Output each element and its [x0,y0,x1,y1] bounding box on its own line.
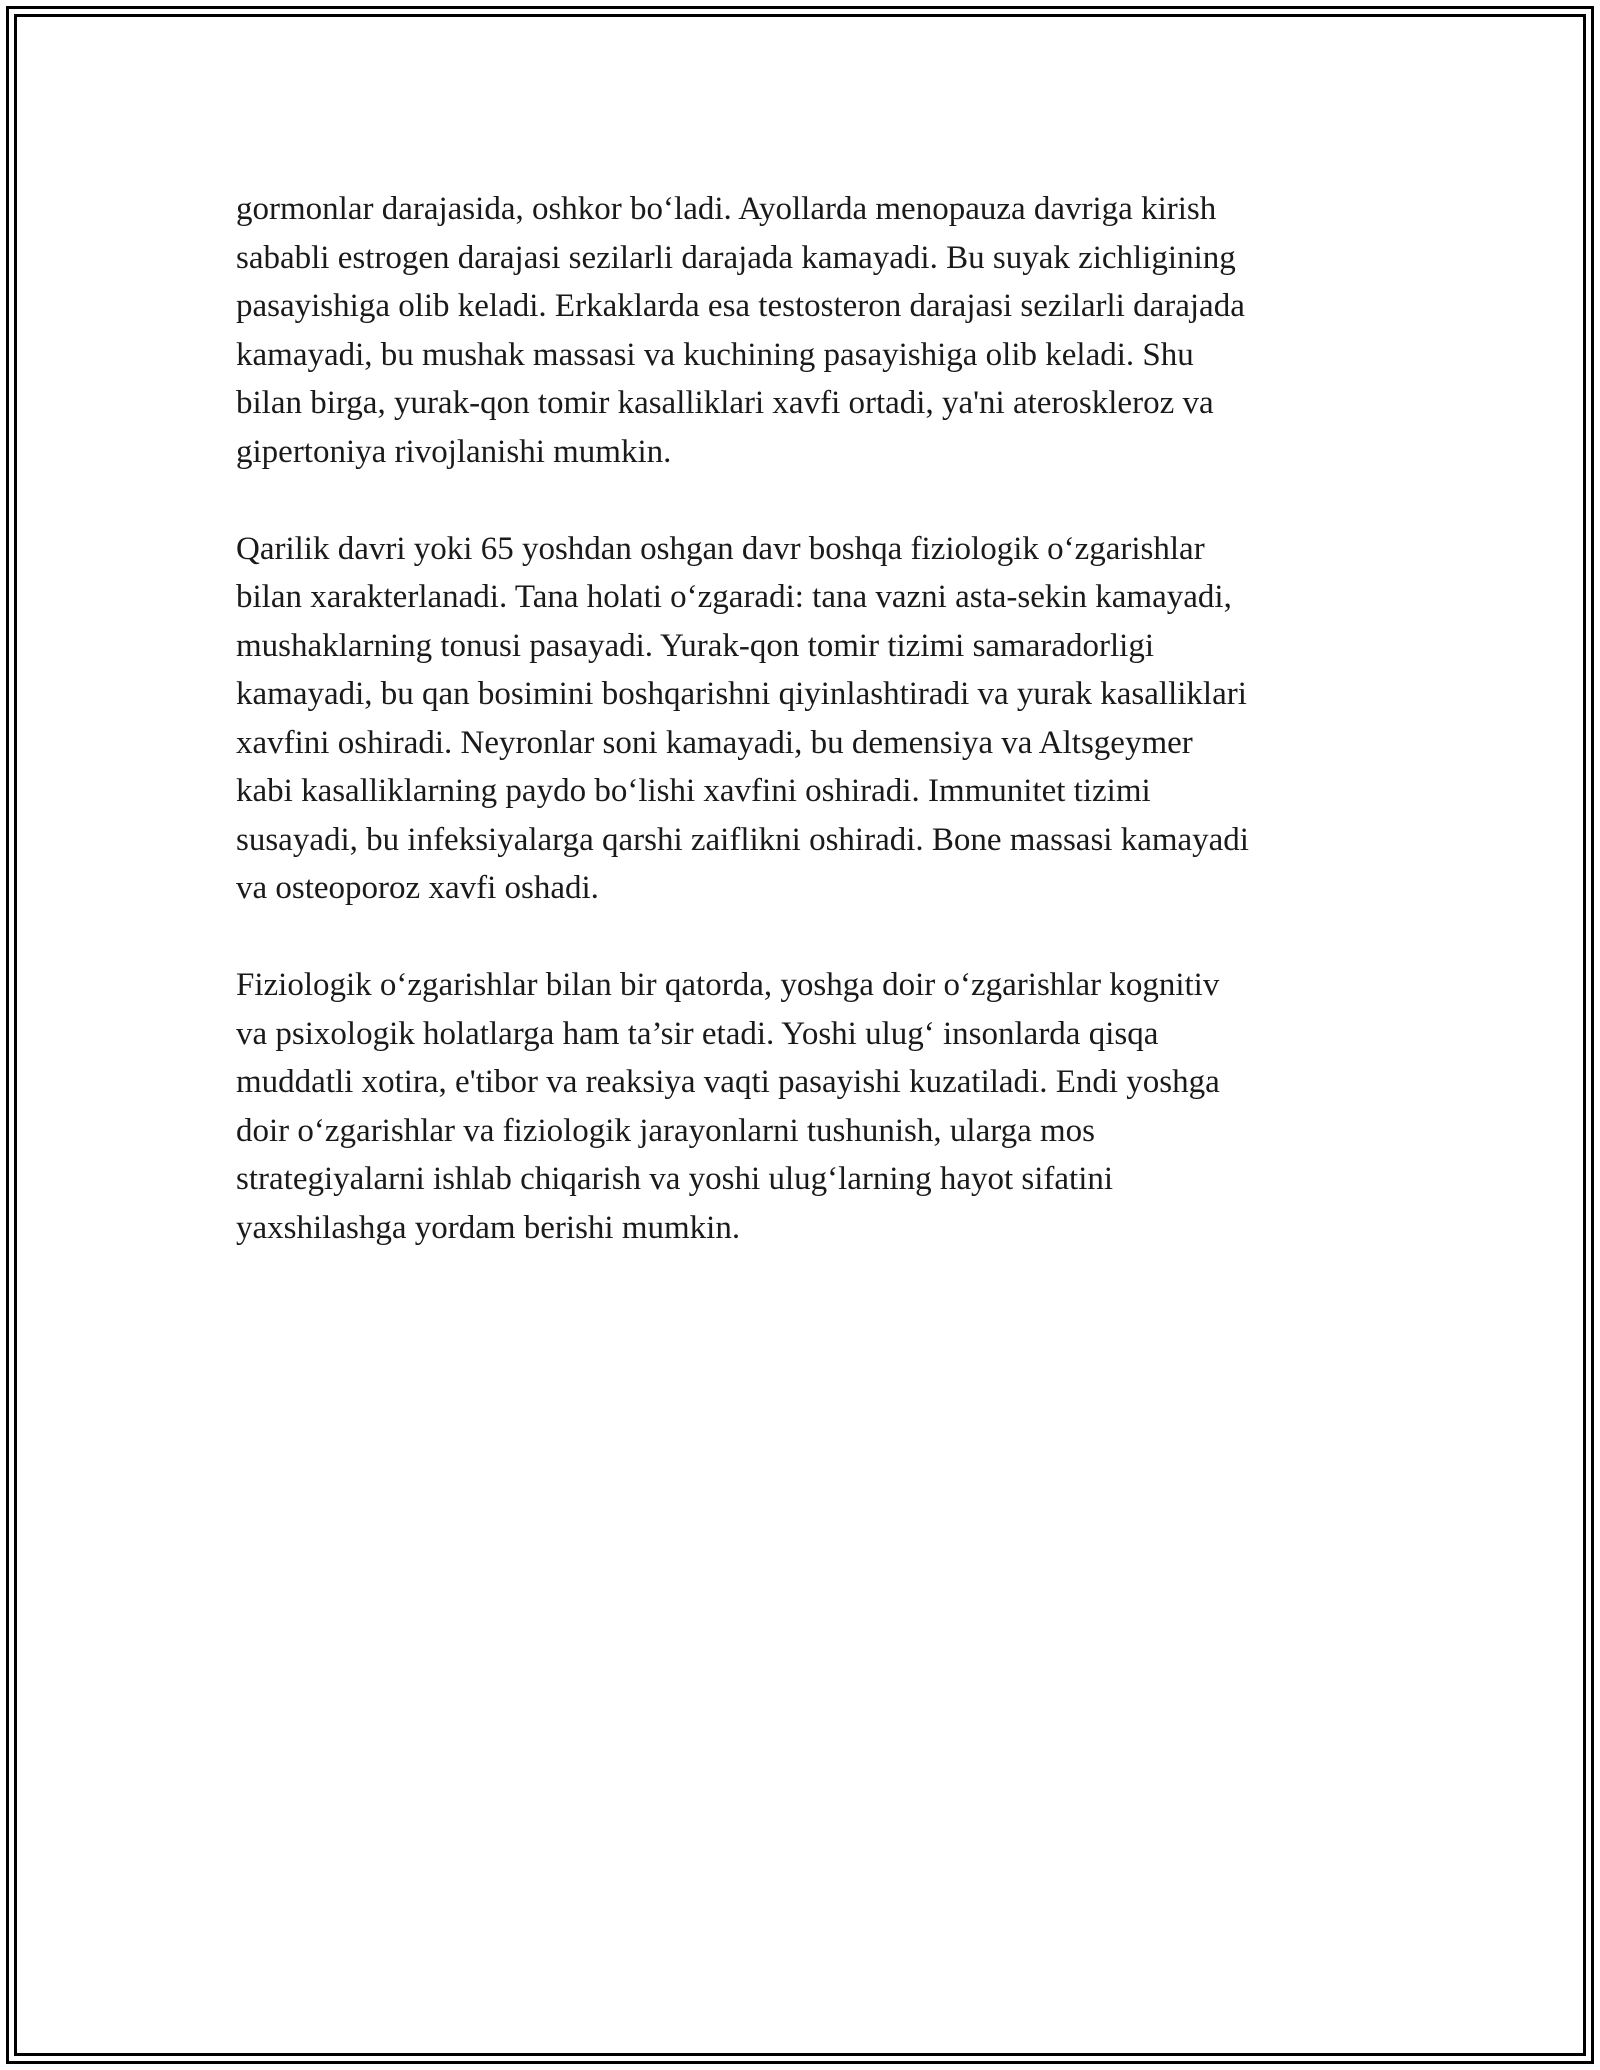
text-line: kabi kasalliklarning paydo bo‘lishi xavfini oshiradi. Immunitet tizimi [236,773,1151,809]
text-line: bilan xarakterlanadi. Tana holati o‘zgaradi: tana vazni asta-sekin kamayadi, [236,579,1232,615]
text-line: Qarilik davri yoki 65 yoshdan oshgan davr boshqa fiziologik o‘zgarishlar [236,530,1205,567]
text-line: mushaklarning tonusi pasayadi. Yurak-qon tomir tizimi samaradorligi [236,627,1155,664]
text-line: bilan birga, yurak-qon tomir kasalliklari xavfi ortadi, ya'ni ateroskleroz va [236,385,1214,421]
paragraph-3 [236,961,1376,1252]
text-line: susayadi, bu infeksiyalarga qarshi zaiflikni oshiradi. Bone massasi kamayadi [236,821,1249,858]
text-line: va psixologik holatlarga ham ta’sir etadi. Yoshi ulug‘ insonlarda qisqa [236,1015,1159,1052]
paragraph-2 [236,525,1376,913]
text-line: strategiyalarni ishlab chiqarish va yoshi ulug‘larning hayot sifatini [236,1161,1114,1197]
text-line: kamayadi, bu qan bosimini boshqarishni qiyinlashtiradi va yurak kasalliklari [236,676,1247,712]
text-line: doir o‘zgarishlar va fiziologik jarayonlarni tushunish, ularga mos [236,1112,1096,1149]
text-line: gormonlar darajasida, oshkor bo‘ladi. Ayollarda menopauza davriga kirish [236,191,1217,227]
text-line: gipertoniya rivojlanishi mumkin. [236,433,672,470]
text-line: yaxshilashga yordam berishi mumkin. [236,1209,741,1246]
text-line: pasayishiga olib keladi. Erkaklarda esa testosteron darajasi sezilarli darajada [236,288,1245,324]
text-line: kamayadi, bu mushak massasi va kuchining pasayishiga olib keladi. Shu [236,336,1194,373]
text-line: va osteoporoz xavfi oshadi. [236,870,599,906]
text-line: muddatli xotira, e'tibor va reaksiya vaqti pasayishi kuzatiladi. Endi yoshga [236,1064,1220,1100]
text-line: xavfini oshiradi. Neyronlar soni kamayadi, bu demensiya va Altsgeymer [236,724,1193,761]
paragraph-1 [236,185,1376,476]
text-line: Fiziologik o‘zgarishlar bilan bir qatorda, yoshga doir o‘zgarishlar kognitiv [236,967,1220,1003]
text-line: sababli estrogen darajasi sezilarli darajada kamayadi. Bu suyak zichligining [236,239,1236,276]
document-body [236,185,1376,1301]
